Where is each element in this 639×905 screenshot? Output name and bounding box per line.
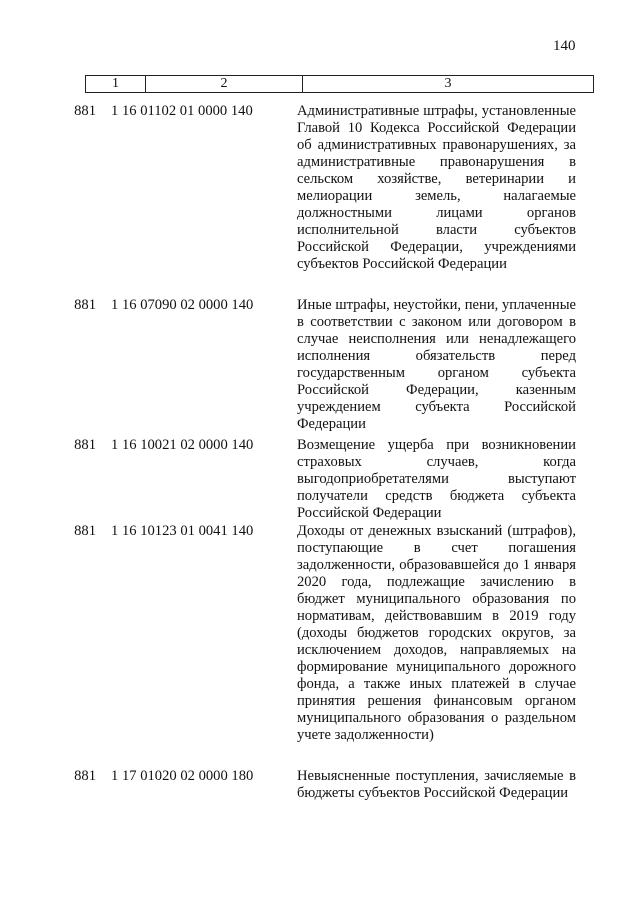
table-row xyxy=(0,103,639,297)
admin-code: 881 xyxy=(74,768,96,784)
header-col-1: 1 xyxy=(86,76,146,93)
page-number: 140 xyxy=(553,38,576,54)
budget-classification-code: 1 17 01020 02 0000 180 xyxy=(111,768,254,784)
income-codes-list xyxy=(0,103,639,802)
income-name: Административные штрафы, установленные Главой 10 Кодекса Российской Федерации об административных правонарушениях, за административные правонарушения в сельском хозяйстве, ветеринарии и мелиорации земель, налагаемые должностными лицами органов исполнительной власти субъектов Российской Федерации, учреждениями субъектов Российской Федерации xyxy=(297,103,576,272)
budget-classification-code: 1 16 10021 02 0000 140 xyxy=(111,437,254,453)
budget-classification-code: 1 16 10123 01 0041 140 xyxy=(111,523,254,539)
column-header-table xyxy=(85,75,594,93)
admin-code: 881 xyxy=(74,437,96,453)
table-row xyxy=(0,437,639,523)
income-name: Невыясненные поступления, зачисляемые в бюджеты субъектов Российской Федерации xyxy=(297,768,576,801)
income-name: Доходы от денежных взысканий (штрафов), поступающие в счет погашения задолженности, образовавшейся до 1 января 2020 года, подлежащие зачислению в бюджет муниципального образования по нормативам, действовавшим в 2019 году (доходы бюджетов городских округов, за исключением доходов, направляемых на формирование муниципального дорожного фонда, а также иных платежей в случае принятия решения финансовым органом муниципального образования о раздельном учете задолженности) xyxy=(297,523,576,743)
income-name: Иные штрафы, неустойки, пени, уплаченные в соответствии с законом или договором в случае неисполнения или ненадлежащего исполнения обязательств перед государственным органом субъекта Российской Федерации, казенным учреждением субъекта Российской Федерации xyxy=(297,297,576,432)
table-row xyxy=(0,523,639,768)
header-col-2: 2 xyxy=(146,76,303,93)
budget-classification-code: 1 16 01102 01 0000 140 xyxy=(111,103,253,119)
admin-code: 881 xyxy=(74,103,96,119)
income-name: Возмещение ущерба при возникновении страховых случаев, когда выгодоприобретателями выступают получатели средств бюджета субъекта Российской Федерации xyxy=(297,437,576,521)
table-row xyxy=(0,297,639,437)
header-col-3: 3 xyxy=(303,76,594,93)
admin-code: 881 xyxy=(74,297,96,313)
admin-code: 881 xyxy=(74,523,96,539)
table-row xyxy=(0,768,639,802)
budget-classification-code: 1 16 07090 02 0000 140 xyxy=(111,297,254,313)
